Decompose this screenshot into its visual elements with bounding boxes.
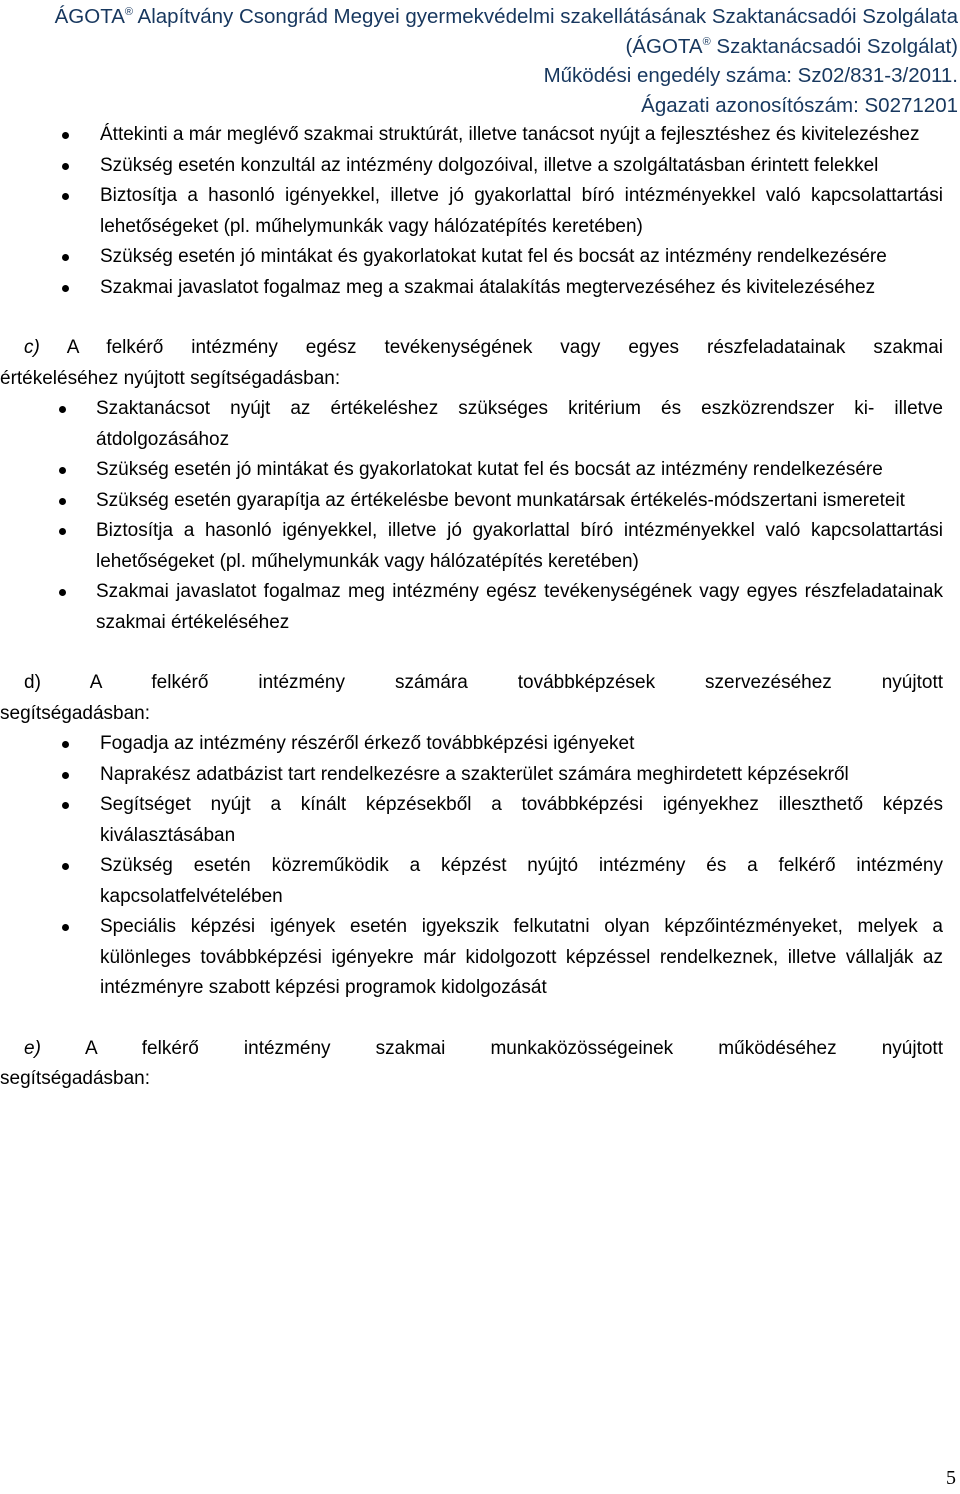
list-item: Speciális képzési igények esetén igyekszik felkutatni olyan képzőintézményeket, melyek a különleges továbbképzési igényekre már kidolgozott képzéssel rendelkeznek, illetve vállalják az intézményre szabott képzési programok kidolgozását [0, 912, 943, 1004]
section-e-marker: e) [24, 1037, 41, 1059]
list-item: Szakmai javaslatot fogalmaz meg a szakmai átalakítás megtervezéséhez és kivitelezéséhez [0, 273, 943, 304]
registered-mark-icon: ® [124, 6, 133, 19]
list-item: Segítséget nyújt a kínált képzésekből a továbbképzési igényekhez illeszthető képzés kiválasztásában [0, 790, 943, 851]
section-d-heading-tail: segítségadásban: [0, 702, 151, 724]
section-d-heading: d) A felkérő intézmény számára továbbképzések szervezéséhez nyújtott [24, 672, 943, 693]
document-body [0, 120, 943, 1095]
header-sector-id: Ágazati azonosítószám: S0271201 [641, 93, 958, 117]
list-item: Szükség esetén konzultál az intézmény dolgozóival, illetve a szolgáltatásban érintett felekkel [0, 151, 943, 182]
registered-mark-icon: ® [702, 35, 711, 48]
list-item: Szakmai javaslatot fogalmaz meg intézmény egész tevékenységének vagy egyes részfeladatainak szakmai értékeléséhez [0, 577, 943, 638]
spacer [0, 638, 943, 668]
section-e-heading-tail: segítségadásban: [0, 1068, 151, 1089]
section-e-heading: e) A felkérő intézmény szakmai munkaközösségeinek működéséhez nyújtott [24, 1037, 943, 1059]
spacer [0, 303, 943, 333]
section-c-heading-tail: értékeléséhez nyújtott segítségadásban: [0, 367, 341, 389]
section-c-heading: c) A felkérő intézmény egész tevékenységének vagy egyes részfeladatainak szakmai [24, 337, 943, 358]
list-item: Szükség esetén közreműködik a képzést nyújtó intézmény és a felkérő intézmény kapcsolatfelvételében [0, 851, 943, 912]
list-item: Biztosítja a hasonló igényekkel, illetve jó gyakorlattal bíró intézményekkel való kapcsolattartási lehetőségeket (pl. műhelymunkák vagy hálózatépítés keretében) [0, 516, 943, 577]
list-item: Szaktanácsot nyújt az értékeléshez szükséges kritérium és eszközrendszer ki- illetve átdolgozásához [0, 394, 943, 455]
header-organization-name: ÁGOTA® Alapítvány Csongrád Megyei gyermekvédelmi szakellátásának Szaktanácsadói Szolgálata [54, 5, 958, 28]
list-item: Áttekinti a már meglévő szakmai struktúrát, illetve tanácsot nyújt a fejlesztéshez és kivitelezéshez [0, 120, 943, 151]
section-d-list [0, 729, 943, 1004]
list-item: Szükség esetén gyarapítja az értékelésbe bevont munkatársak értékelés-módszertani ismereteit [0, 486, 943, 517]
header-license-number: Működési engedély száma: Sz02/831-3/2011. [543, 64, 958, 87]
section-c-list [0, 394, 943, 638]
spacer [0, 1004, 943, 1034]
list-item: Biztosítja a hasonló igényekkel, illetve jó gyakorlattal bíró intézményekkel való kapcsolattartási lehetőségeket (pl. műhelymunkák vagy hálózatépítés keretében) [0, 181, 943, 242]
document-header [2, 2, 958, 120]
section-b-list [0, 120, 943, 303]
section-c-marker: c) [24, 337, 40, 358]
page-number: 5 [946, 1467, 956, 1489]
list-item: Fogadja az intézmény részéről érkező továbbképzési igényeket [0, 729, 943, 760]
header-organization-short-name: (ÁGOTA® Szaktanácsadói Szolgálat) [625, 34, 958, 58]
list-item: Naprakész adatbázist tart rendelkezésre a szakterület számára meghirdetett képzésekről [0, 760, 943, 791]
list-item: Szükség esetén jó mintákat és gyakorlatokat kutat fel és bocsát az intézmény rendelkezésére [0, 242, 943, 273]
list-item: Szükség esetén jó mintákat és gyakorlatokat kutat fel és bocsát az intézmény rendelkezésére [0, 455, 943, 486]
